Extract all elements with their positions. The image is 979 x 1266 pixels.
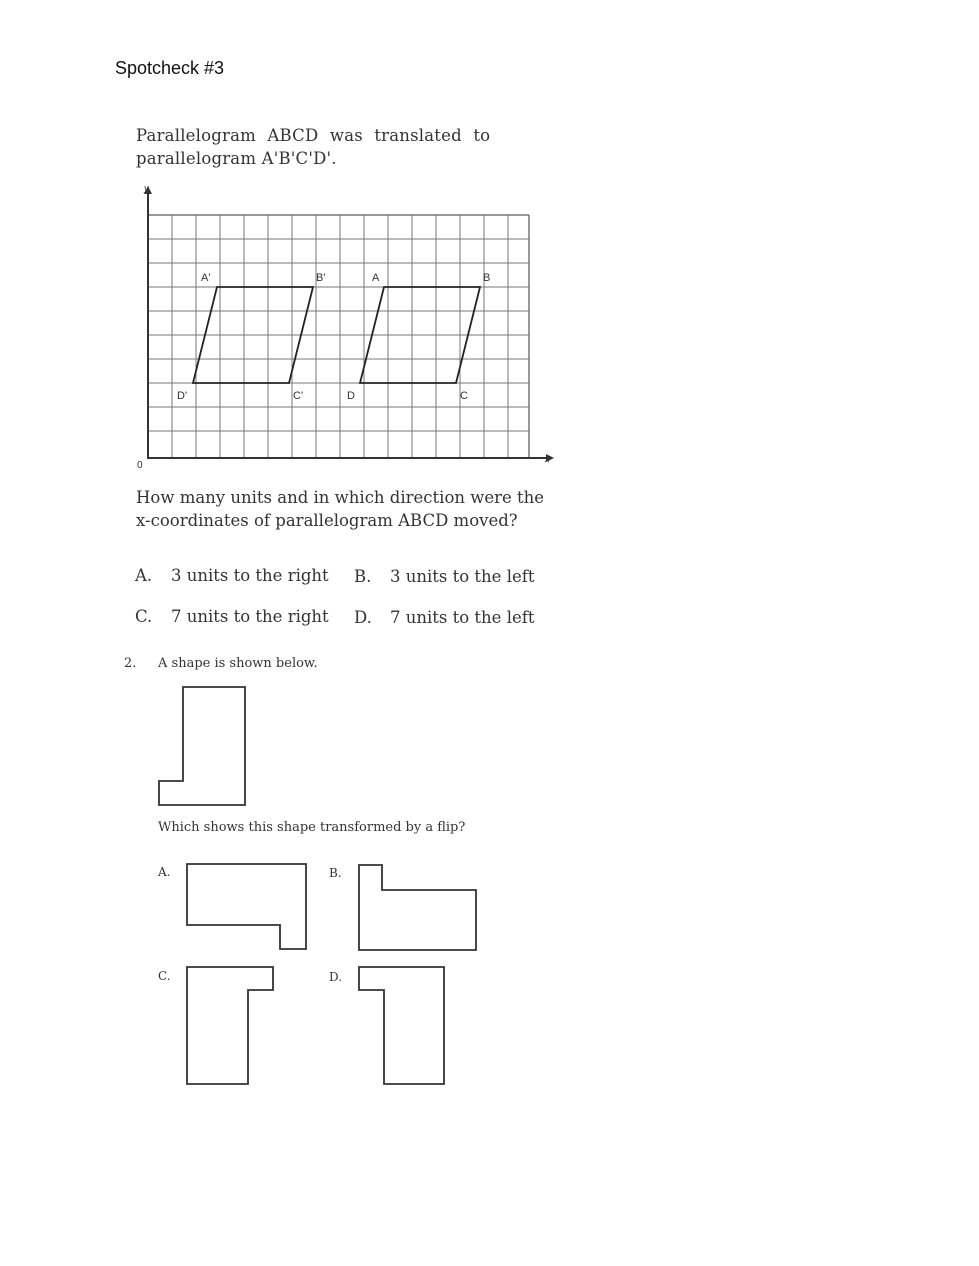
q1-option-a-text: 3 units to the right	[171, 566, 329, 585]
label-c-prime: C'	[293, 390, 304, 402]
label-d-prime: D'	[177, 390, 188, 402]
label-a-prime: A'	[201, 272, 211, 284]
label-a: A	[372, 272, 380, 284]
question-1-prompt-line-2: parallelogram A'B'C'D'.	[136, 149, 337, 168]
question-2-question: Which shows this shape transformed by a flip?	[158, 820, 466, 835]
page-title: Spotcheck #3	[115, 58, 225, 78]
origin-label: 0	[137, 460, 143, 471]
q1-option-b-text: 3 units to the left	[390, 567, 535, 586]
q2-option-d-letter[interactable]: D.	[329, 970, 343, 984]
q1-option-c[interactable]	[135, 607, 329, 626]
question-2-number: 2.	[124, 656, 137, 671]
q1-option-b-letter: B.	[354, 567, 372, 586]
label-b: B	[483, 272, 491, 284]
q1-option-d-letter: D.	[354, 608, 372, 627]
q2-option-c-shape[interactable]	[184, 964, 278, 1088]
question-1-prompt-line-1: Parallelogram ABCD was translated to	[136, 126, 491, 145]
q2-option-b-letter[interactable]: B.	[329, 866, 342, 880]
q1-option-a-letter: A.	[135, 566, 153, 585]
q1-option-c-text: 7 units to the right	[171, 607, 329, 626]
q2-option-b-shape[interactable]	[356, 862, 480, 954]
q2-option-d-shape[interactable]	[356, 964, 448, 1088]
q1-option-d[interactable]	[354, 608, 534, 627]
question-1-question-line-2: x-coordinates of parallelogram ABCD moved?	[136, 511, 518, 530]
q2-option-a-letter[interactable]: A.	[158, 865, 171, 879]
label-b-prime: B'	[316, 272, 326, 284]
question-1-question-line-1: How many units and in which direction were the	[136, 488, 545, 507]
q2-option-a-shape[interactable]	[184, 861, 310, 954]
y-axis-label: y	[144, 183, 149, 193]
question-1-prompt	[136, 124, 490, 170]
q1-option-a[interactable]	[135, 566, 329, 585]
x-axis-label: x	[545, 454, 550, 465]
coordinate-grid-graph	[128, 182, 560, 472]
q1-option-c-letter: C.	[135, 607, 153, 626]
q1-option-d-text: 7 units to the left	[390, 608, 535, 627]
question-1-question	[136, 486, 566, 532]
q1-option-b[interactable]	[354, 567, 534, 586]
label-c: C	[460, 390, 468, 402]
q2-option-c-letter[interactable]: C.	[158, 969, 171, 983]
question-2-prompt: A shape is shown below.	[158, 656, 318, 671]
label-d: D	[347, 390, 355, 402]
original-l-shape	[156, 685, 250, 809]
